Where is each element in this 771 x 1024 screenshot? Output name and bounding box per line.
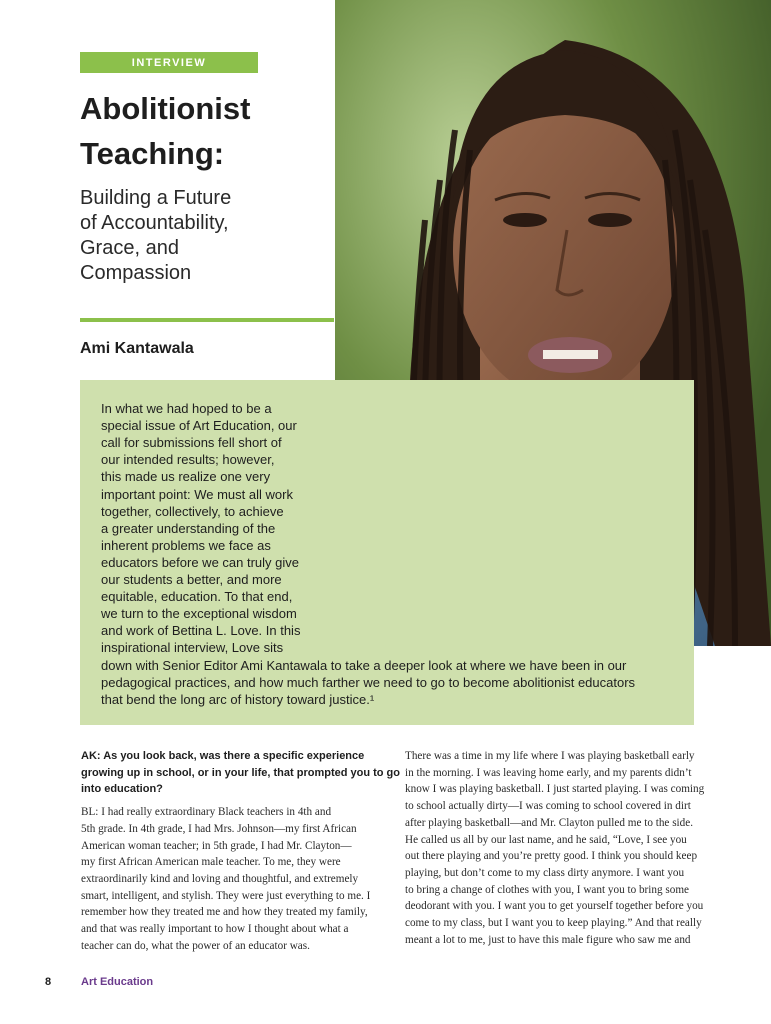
- intro-line: and work of Bettina L. Love. In this: [101, 623, 301, 639]
- text-line: out there playing and you’re pretty good. I think you should keep: [405, 850, 698, 863]
- text-line: He called us all by our last name, and he said, “Love, I see you: [405, 833, 687, 846]
- text-line: in the morning. I was leaving home early, and my parents didn’t: [405, 766, 692, 779]
- intro-line: this made us realize one very: [101, 469, 271, 485]
- left-column: [81, 748, 400, 954]
- page-number: 8: [45, 976, 52, 988]
- intro-line: together, collectively, to achieve: [101, 503, 284, 519]
- intro-line: In what we had hoped to be a: [101, 401, 272, 416]
- text-line: 5th grade. In 4th grade, I had Mrs. Johnson—my first African: [81, 822, 357, 835]
- intro-line: a greater understanding of the: [101, 520, 276, 536]
- text-line: American woman teacher; in 5th grade, I had Mr. Clayton—: [81, 839, 352, 852]
- intro-line: special issue of Art Education, our: [101, 418, 297, 434]
- text-line: deodorant with you. I want you to get yourself together before you: [405, 900, 704, 913]
- text-line: smart, intelligent, and stylish. They were just everything to me. I: [81, 889, 371, 902]
- text-line: and that was really important to how I thought about what a: [81, 923, 349, 936]
- intro-line: we turn to the exceptional wisdom: [101, 606, 297, 622]
- text-line: BL: I had really extraordinary Black teachers in 4th and: [81, 806, 332, 819]
- text-line: after playing basketball—and Mr. Clayton pulled me to the side.: [405, 816, 694, 829]
- intro-line: inherent problems we face as: [101, 537, 271, 553]
- text-line: AK: As you look back, was there a specific experience: [81, 750, 365, 762]
- text-line: come to my class, but I want you to keep playing.” And that really: [405, 917, 702, 930]
- intro-line: that bend the long arc of history toward justice.¹: [101, 691, 375, 707]
- text-line: meant a lot to me, just to have this male figure who saw me and: [405, 933, 691, 946]
- text-line: remember how they treated me and how they treated my family,: [81, 906, 368, 919]
- text-line: to school actually dirty—I was coming to school covered in dirt: [405, 800, 691, 813]
- text-line: extraordinarily kind and loving and thoughtful, and extremely: [81, 872, 359, 885]
- text-line: know I was playing basketball. I just started playing. I was coming: [405, 783, 705, 796]
- text-line: playing, but don’t come to my class dirty anymore. I want you: [405, 866, 685, 879]
- article-subtitle: Building a Future of Accountability, Grace, and Compassion: [80, 187, 232, 284]
- text-line: teacher can do, what the power of an educator was.: [81, 939, 310, 952]
- intro-line: our intended results; however,: [101, 452, 275, 468]
- intro-line: equitable, education. To that end,: [101, 589, 293, 605]
- text-line: There was a time in my life where I was playing basketball early: [405, 750, 695, 762]
- text-line: my first African American male teacher. To me, they were: [81, 856, 341, 869]
- section-tag: INTERVIEW: [80, 52, 258, 73]
- intro-line: call for submissions fell short of: [101, 435, 282, 451]
- right-column-text: [405, 748, 715, 948]
- text-line: into education?: [81, 783, 163, 796]
- intro-line: our students a better, and more: [101, 572, 282, 587]
- intro-line: educators before we can truly give: [101, 554, 299, 570]
- text-line: growing up in school, or in your life, that prompted you to go: [81, 766, 400, 779]
- intro-line: pedagogical practices, and how much farther we need to go to become abolitionist educators: [101, 674, 636, 690]
- intro-line: important point: We must all work: [101, 486, 293, 502]
- intro-line: inspirational interview, Love sits: [101, 640, 284, 656]
- question-ak: [81, 748, 400, 798]
- author-name: Ami Kantawala: [80, 340, 194, 357]
- article-title: Abolitionist Teaching:: [80, 91, 251, 171]
- title-divider: [80, 318, 334, 322]
- journal-name: Art Education: [81, 976, 154, 988]
- answer-bl: [81, 804, 381, 954]
- right-column: [405, 748, 715, 948]
- text-line: to bring a change of clothes with you, I want you to bring some: [405, 883, 689, 896]
- intro-line: down with Senior Editor Ami Kantawala to take a deeper look at where we have been in our: [101, 657, 627, 673]
